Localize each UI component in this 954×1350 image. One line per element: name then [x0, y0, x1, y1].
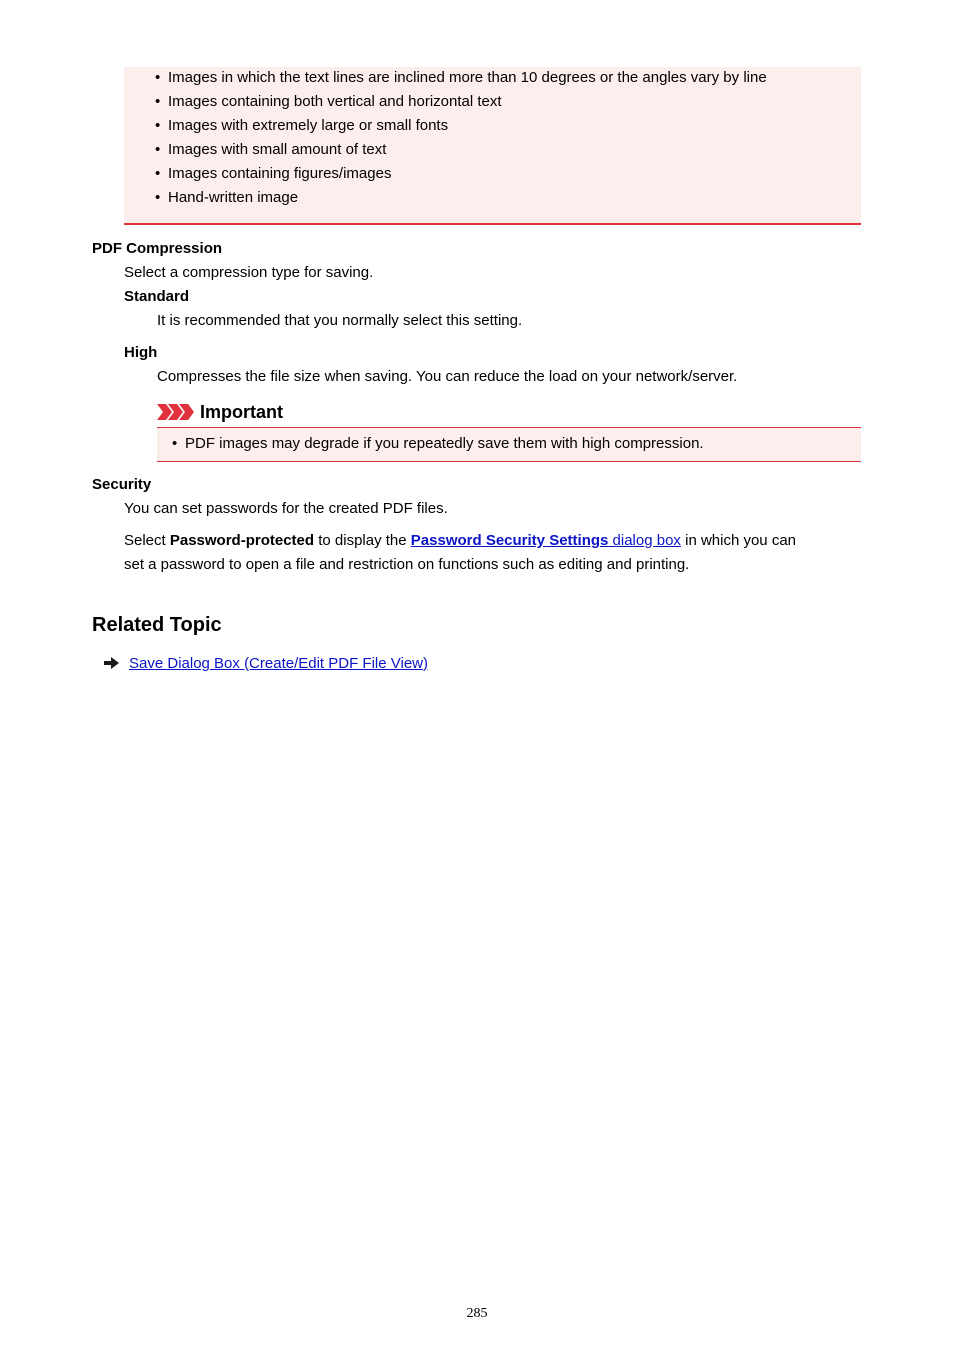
important-title: Important — [200, 402, 283, 422]
security-para-suffix: in which you can — [680, 532, 797, 549]
note-list-item: • Hand-written image — [168, 188, 298, 208]
important-header — [157, 400, 283, 424]
password-protected-term: Password-protected — [169, 532, 315, 549]
dialog-box-link[interactable]: dialog box — [608, 532, 681, 549]
important-chevrons-icon — [157, 404, 195, 420]
note-box — [124, 67, 861, 225]
standard-label: Standard — [124, 288, 190, 305]
pdf-compression-heading: PDF Compression — [92, 240, 223, 257]
security-paragraph-line1 — [124, 531, 796, 551]
arrow-right-icon — [104, 657, 129, 669]
save-dialog-box-link[interactable]: Save Dialog Box (Create/Edit PDF File View) — [129, 654, 429, 672]
related-link-row[interactable] — [104, 653, 428, 673]
security-heading: Security — [92, 476, 152, 493]
pdf-compression-description: Select a compression type for saving. — [124, 264, 374, 281]
note-list-item: • Images with extremely large or small fonts — [168, 116, 448, 136]
note-list-item: • Images with small amount of text — [168, 140, 386, 160]
password-security-settings-link[interactable]: Password Security Settings — [410, 532, 609, 549]
note-list-item: • Images in which the text lines are inclined more than 10 degrees or the angles vary by line — [168, 68, 767, 88]
security-description: You can set passwords for the created PDF files. — [124, 500, 448, 517]
security-para-middle: to display the — [314, 532, 411, 549]
high-description: Compresses the file size when saving. You can reduce the load on your network/server. — [157, 368, 738, 385]
security-para-prefix: Select — [124, 532, 170, 549]
security-paragraph-line2: set a password to open a file and restriction on functions such as editing and printing. — [124, 556, 690, 573]
page-number: 285 — [466, 1306, 488, 1321]
important-box — [157, 427, 861, 462]
important-list-item: • PDF images may degrade if you repeatedly save them with high compression. — [185, 434, 704, 454]
high-label: High — [124, 344, 158, 361]
related-topic-heading: Related Topic — [92, 614, 222, 636]
note-list-item: • Images containing figures/images — [168, 164, 391, 184]
note-list-item: • Images containing both vertical and horizontal text — [168, 92, 502, 112]
standard-description: It is recommended that you normally select this setting. — [157, 312, 523, 329]
